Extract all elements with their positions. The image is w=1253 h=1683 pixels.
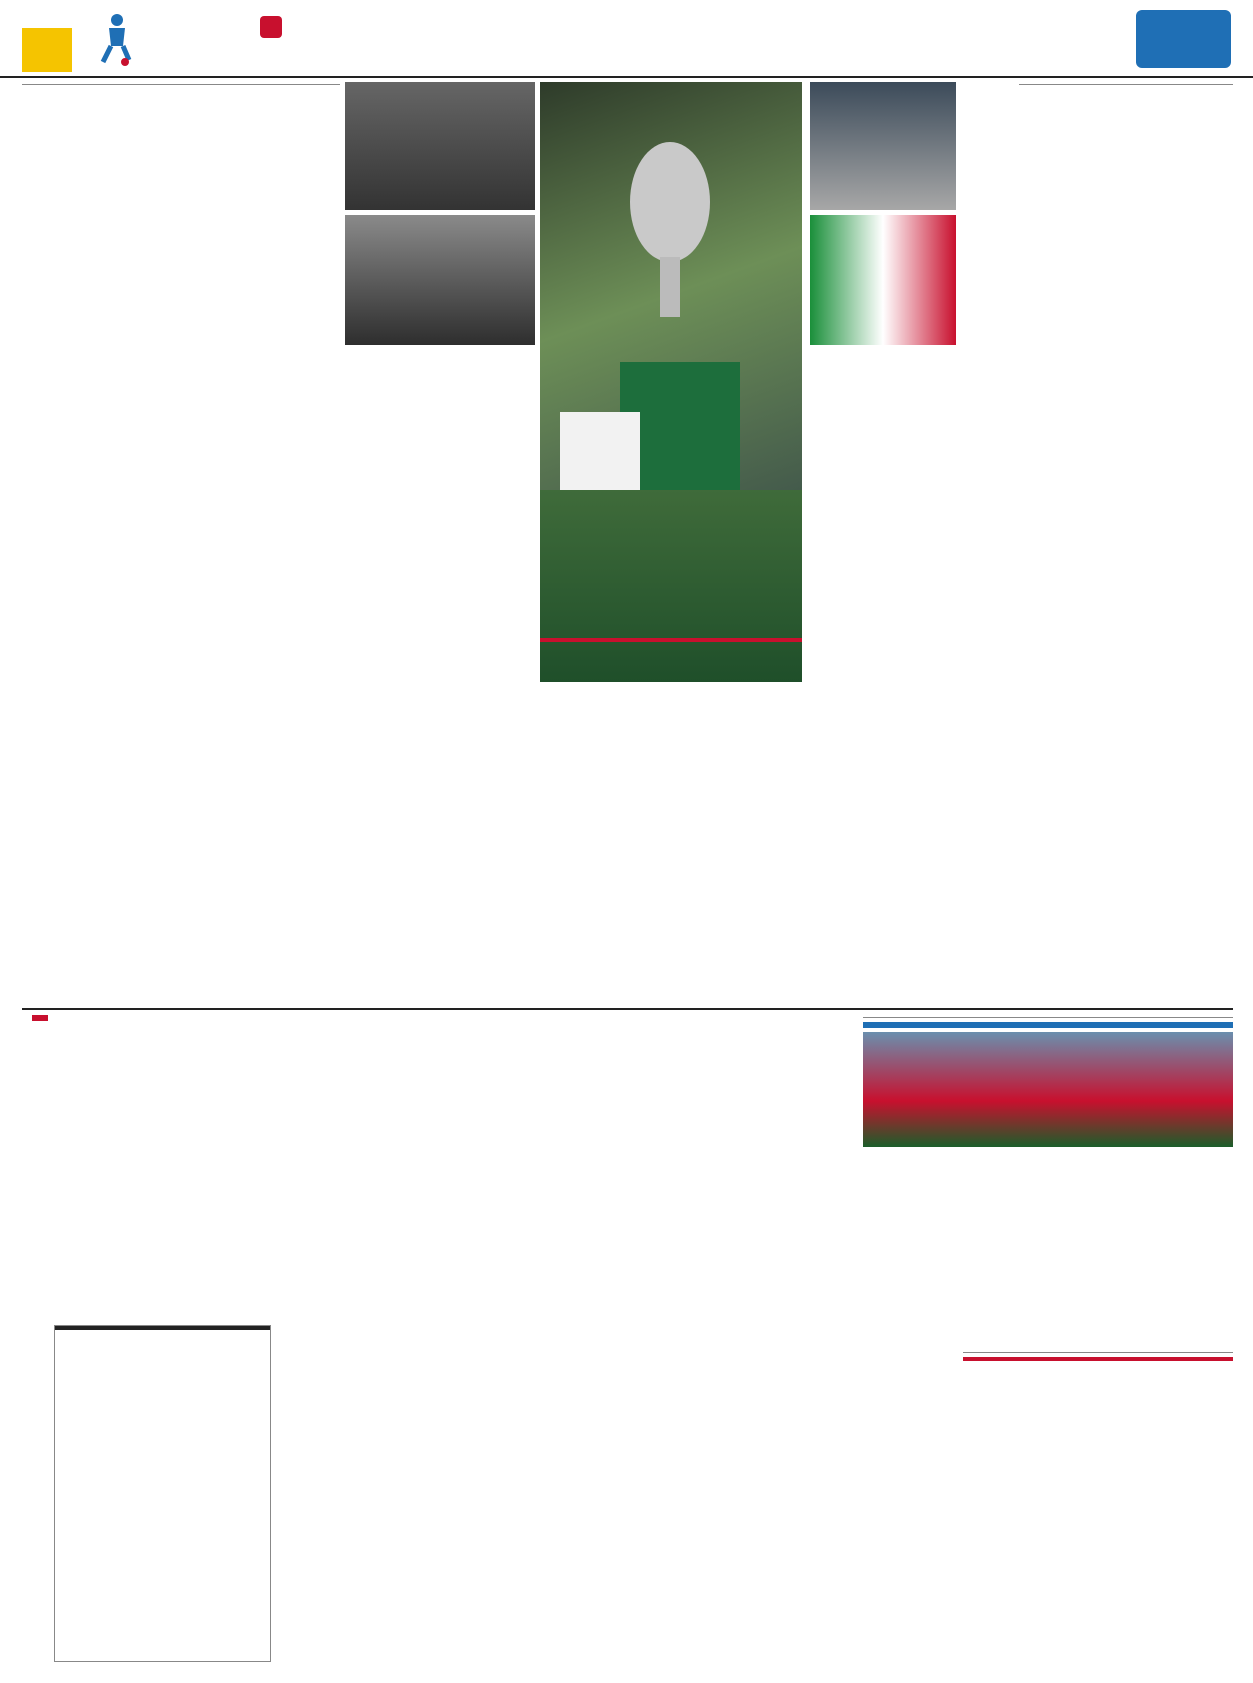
page-number xyxy=(22,28,72,72)
center-col-d-text2 xyxy=(540,809,802,879)
page-header xyxy=(0,0,1253,78)
mail-icon xyxy=(260,16,282,38)
right-column xyxy=(1019,82,1233,1002)
column-label xyxy=(1019,82,1233,85)
newspaper-logo xyxy=(1136,10,1231,68)
team-photo xyxy=(863,1032,1233,1147)
center-col-c-text2 xyxy=(345,607,535,697)
national-team-article xyxy=(863,1015,1233,1345)
buffon-tears-photo xyxy=(540,490,802,682)
article-title xyxy=(963,1357,1233,1361)
article-kicker xyxy=(863,1022,1233,1028)
article-body xyxy=(963,1365,1233,1635)
center-col-a xyxy=(806,350,956,1000)
center-col-c-text4 xyxy=(345,785,535,865)
center-col-d-text3 xyxy=(540,883,802,963)
answer-grid-box xyxy=(54,1325,271,1662)
buffon-portrait-photo xyxy=(345,82,535,210)
center-col-c xyxy=(345,350,535,1000)
article-caption xyxy=(540,638,802,642)
down-clues xyxy=(22,1045,307,1270)
challenge-col-3 xyxy=(594,1350,778,1670)
column-label xyxy=(863,1015,1233,1018)
fans-flag-photo xyxy=(810,215,956,345)
left-column xyxy=(22,82,340,1002)
footballer-icon xyxy=(95,12,135,67)
article-body xyxy=(22,91,340,941)
stadium-salute-photo xyxy=(345,215,535,345)
puzzle-title xyxy=(32,1015,48,1021)
center-col-c-text3 xyxy=(345,701,535,781)
center-col-d xyxy=(540,705,802,1000)
article-body-cont xyxy=(594,1015,856,1340)
column-label xyxy=(22,82,340,85)
challenge-article xyxy=(963,1350,1233,1670)
crossword-section xyxy=(22,1015,587,1663)
answer-title xyxy=(55,1326,270,1330)
column-label xyxy=(963,1350,1233,1353)
article-body xyxy=(1019,93,1233,953)
center-col-c-text xyxy=(345,354,535,449)
center-col-a-text xyxy=(806,350,956,990)
national-team-article-cont xyxy=(594,1015,856,1345)
center-col-b-text xyxy=(345,453,535,603)
article-body-cont2 xyxy=(594,1350,778,1665)
center-col-d-text xyxy=(540,705,802,805)
article-body xyxy=(863,1151,1233,1301)
section-divider xyxy=(22,1008,1233,1010)
across-clues xyxy=(317,1015,587,1225)
crossword-grid[interactable] xyxy=(277,1277,587,1662)
team-celebration-photo xyxy=(810,82,956,210)
article-body-cont xyxy=(784,1350,949,1665)
challenge-col-2 xyxy=(784,1350,949,1670)
